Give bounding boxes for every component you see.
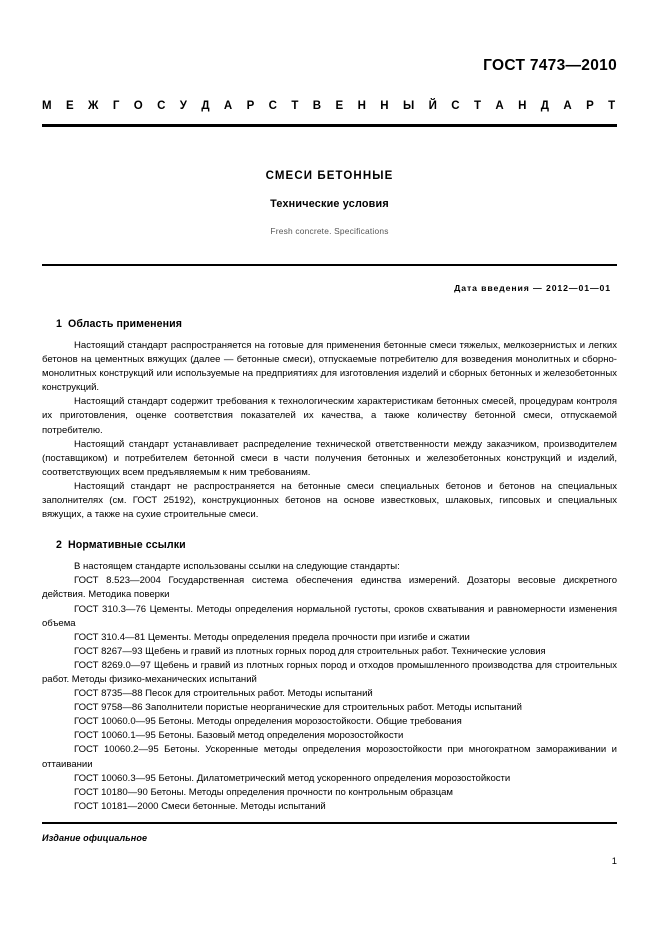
reference-item: ГОСТ 8269.0—97 Щебень и гравий из плотных горных пород и отходов промышленного производства для строительных работ. Методы физико-механических испытаний: [42, 659, 617, 685]
scope-paragraph: Настоящий стандарт распространяется на готовые для применения бетонные смеси тяжелых, мелкозернистых и легких бетонов на цементных вяжущих (далее — бетонные смеси), отпускаемые потребителю для возведения монолитных и сборно-монолитных конструкций или используемые на предприятиях для изготовления изделий и сборных бетонных и железобетонных конструкций.: [42, 340, 617, 394]
document-title-english: Fresh concrete. Specifications: [270, 226, 389, 236]
document-title: СМЕСИ БЕТОННЫЕ: [265, 170, 394, 182]
reference-item: ГОСТ 10060.0—95 Бетоны. Методы определения морозостойкости. Общие требования: [74, 716, 462, 728]
section-heading-scope: [42, 318, 617, 330]
reference-item: ГОСТ 8267—93 Щебень и гравий из плотных горных пород для строительных работ. Технические условия: [74, 645, 546, 657]
document-subtitle: Технические условия: [270, 198, 389, 210]
reference-item: ГОСТ 10181—2000 Смеси бетонные. Методы испытаний: [74, 800, 326, 812]
reference-item: ГОСТ 10180—90 Бетоны. Методы определения прочности по контрольным образцам: [74, 786, 453, 798]
reference-item: ГОСТ 10060.3—95 Бетоны. Дилатометрический метод ускоренного определения морозостойкости: [74, 772, 511, 784]
section-title-scope: Область применения: [68, 318, 182, 330]
reference-item: ГОСТ 10060.1—95 Бетоны. Базовый метод определения морозостойкости: [74, 730, 404, 742]
interstate-standard-label: М Е Ж Г О С У Д А Р С Т В Е Н Н Ы Й С Т А Н Д А Р Т: [42, 100, 621, 112]
document-body: [42, 318, 617, 814]
section-heading-references: [42, 539, 617, 551]
scope-paragraph: Настоящий стандарт устанавливает распределение технической ответственности между заказчиком, производителем (поставщиком) и потребителем бетонной смеси в части получения бетонных и железобетонных конструкций и изделий, соответствующих всем предъявляемым к ним требованиям.: [42, 438, 617, 478]
official-edition-note: Издание официальное: [42, 833, 148, 843]
reference-item: ГОСТ 310.4—81 Цементы. Методы определения предела прочности при изгибе и сжатии: [74, 631, 470, 643]
reference-item: ГОСТ 9758—86 Заполнители пористые неорганические для строительных работ. Методы испытаний: [74, 702, 522, 714]
section-number-references: 2: [56, 539, 62, 552]
references-lead-text: В настоящем стандарте использованы ссылки на следующие стандарты:: [74, 561, 400, 573]
reference-item: ГОСТ 8.523—2004 Государственная система обеспечения единства измерений. Дозаторы весовые дискретного действия. Методика поверки: [42, 575, 617, 601]
reference-item: ГОСТ 10060.2—95 Бетоны. Ускоренные методы определения морозостойкости при многократном замораживании и оттаивании: [42, 744, 617, 770]
reference-item: ГОСТ 8735—88 Песок для строительных работ. Методы испытаний: [74, 688, 373, 700]
header-divider-rule: [42, 124, 617, 127]
scope-paragraph: Настоящий стандарт не распространяется на бетонные смеси специальных бетонов и бетонов на специальных заполнителях (см. ГОСТ 25192), конструкционных бетонов на основе известковых, шлаковых, гипсовых и специальных вяжущих, а также на сухие строительные смеси.: [42, 480, 617, 521]
title-divider-rule: [42, 264, 617, 266]
introduction-date: Дата введения — 2012—01—01: [454, 283, 611, 293]
reference-item: ГОСТ 310.3—76 Цементы. Методы определения нормальной густоты, сроков схватывания и равномерности изменения объема: [42, 603, 617, 629]
section-number-scope: 1: [56, 318, 62, 330]
footer-divider-rule: [42, 822, 617, 824]
scope-paragraph: Настоящий стандарт содержит требования к технологическим характеристикам бетонных смесей, процедурам контроля их приготовления, оценке соответствия показателей их качества, а также количеству бетонной смеси, отпускаемой потребителю.: [42, 396, 617, 436]
section-title-references: Нормативные ссылки: [68, 539, 186, 552]
page-number: 1: [611, 855, 617, 866]
standard-number: ГОСТ 7473—2010: [483, 57, 617, 74]
